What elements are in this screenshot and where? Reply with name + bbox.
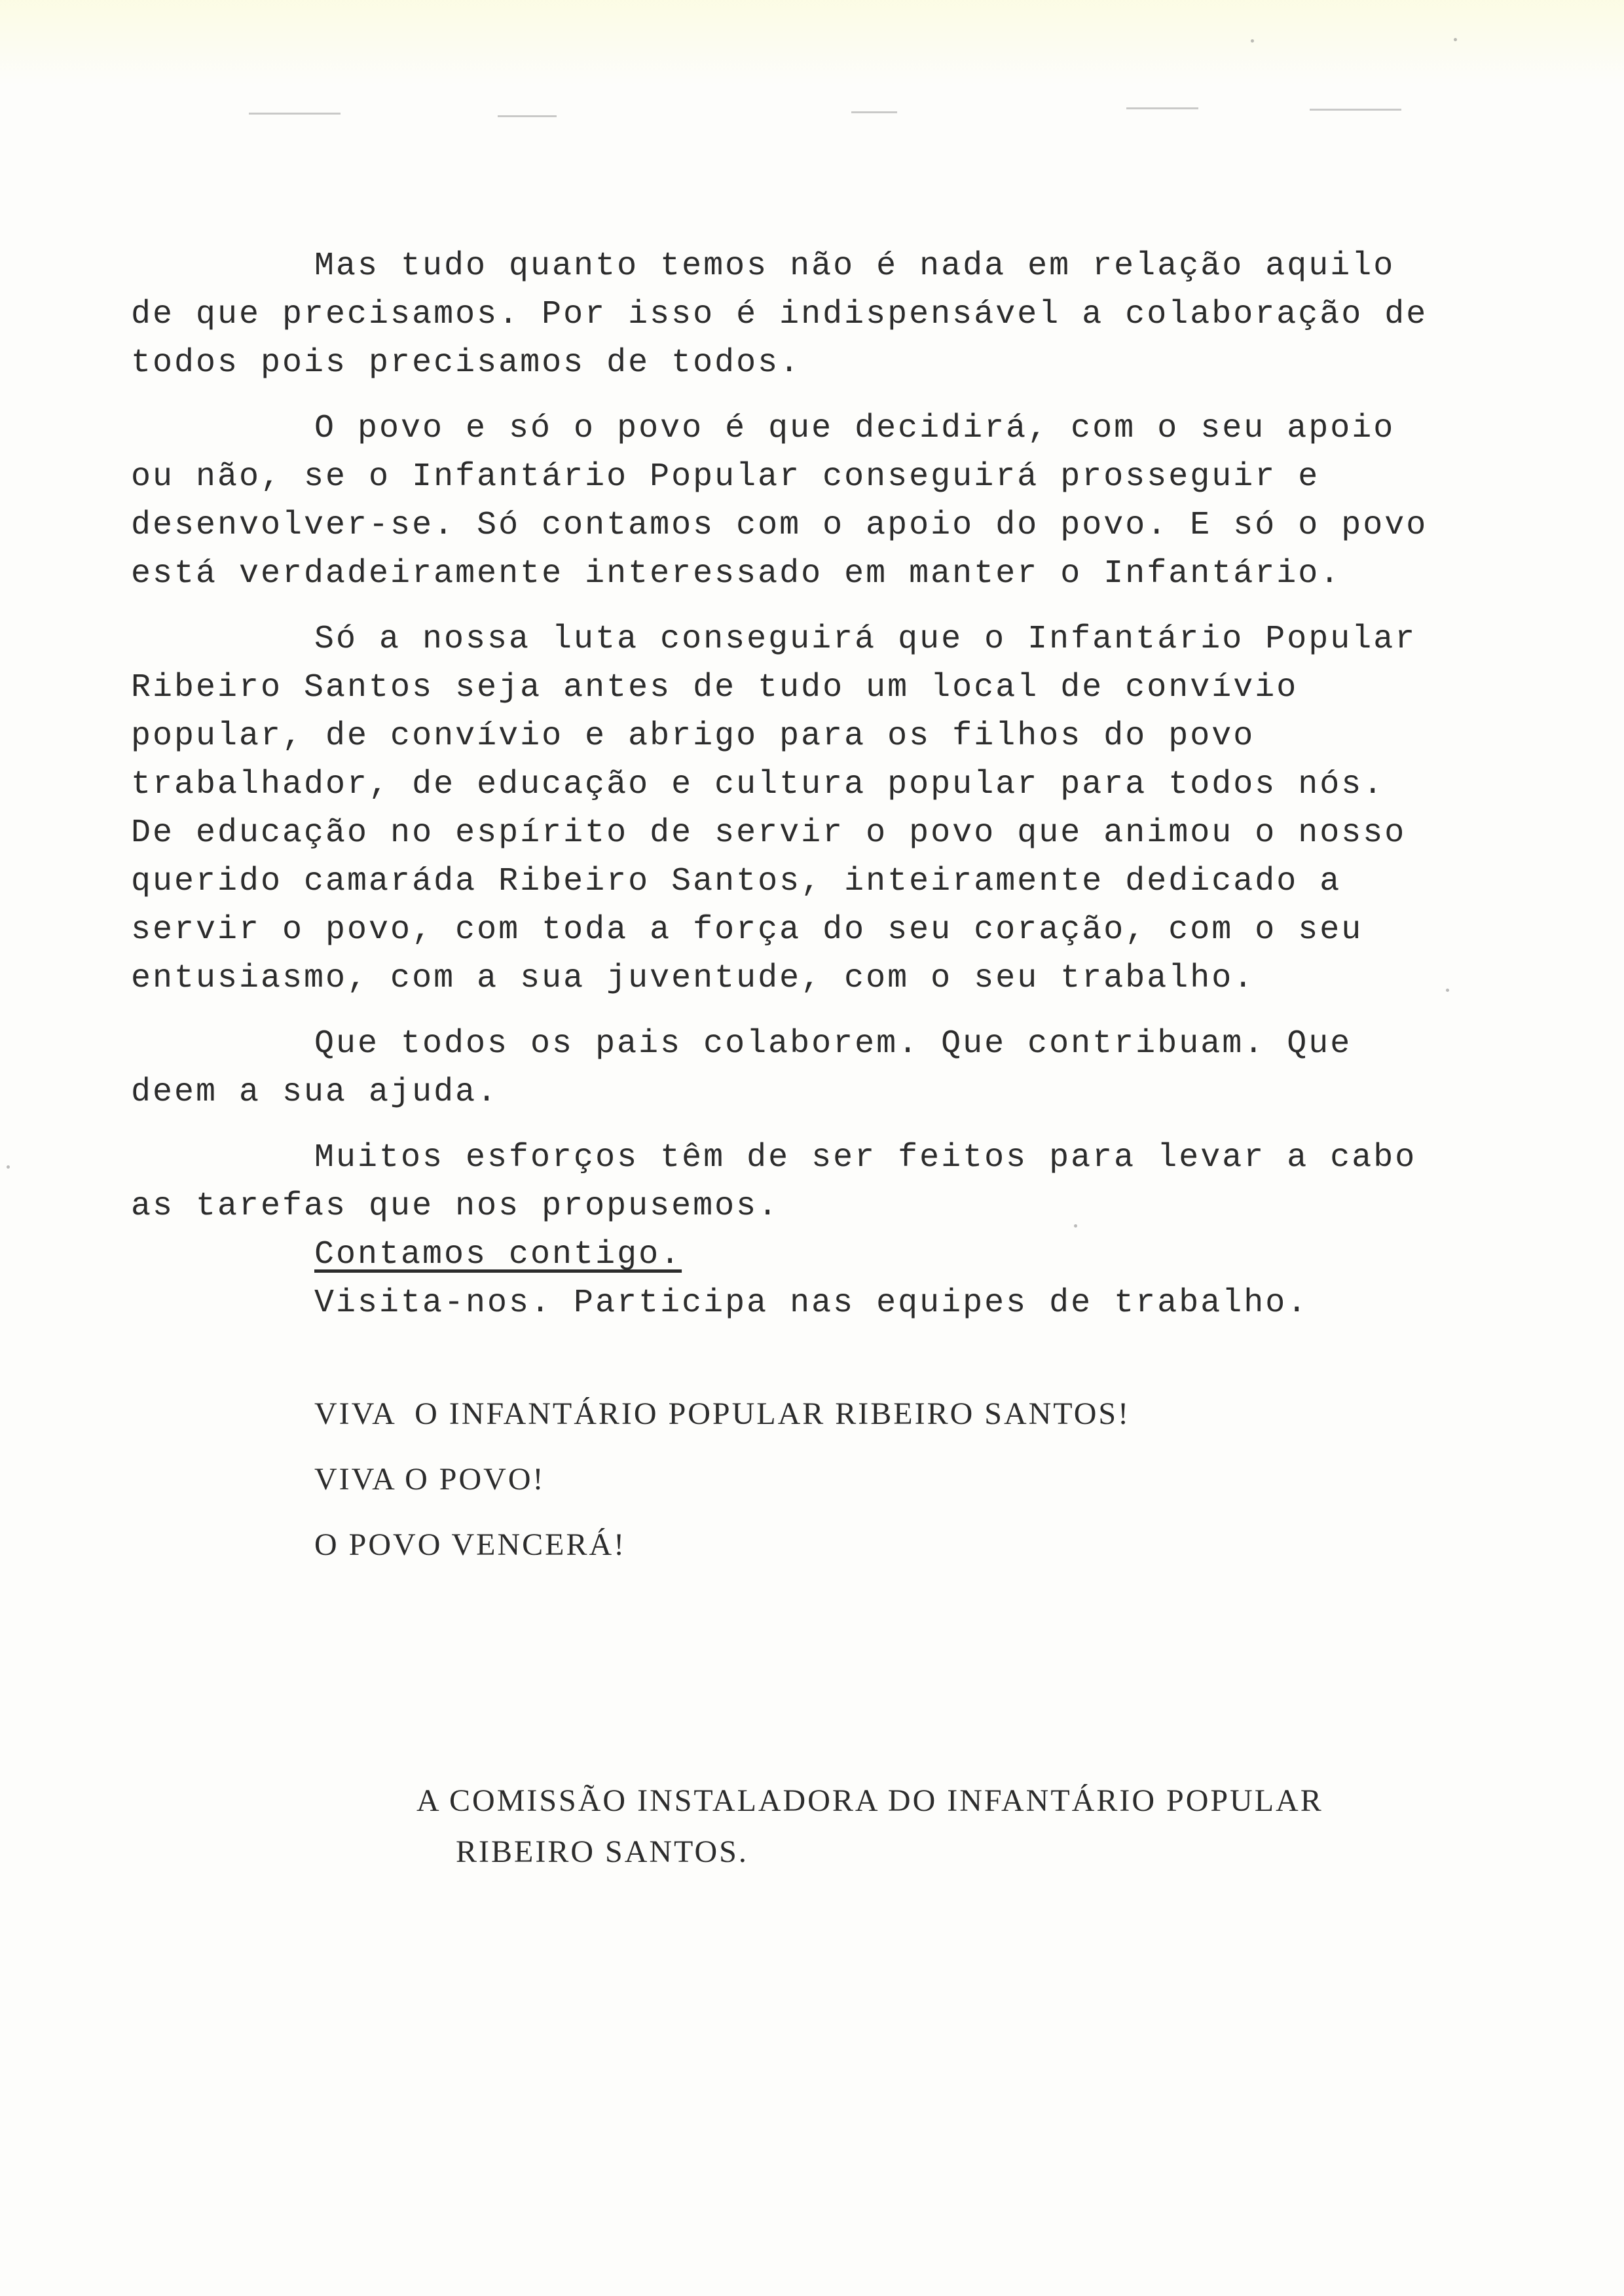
- paragraph: Mas tudo quanto temos não é nada em relação aquilo de que precisamos. Por isso é indispensável a colaboração de todos pois precisamos de todos.: [131, 247, 1450, 382]
- scan-mark: [1310, 109, 1401, 111]
- signature-line-2: RIBEIRO SANTOS.: [456, 1834, 748, 1869]
- contamos-line: [131, 1231, 1441, 1279]
- speck: [1446, 989, 1449, 992]
- speck: [7, 1165, 10, 1169]
- contamos-text: Contamos contigo.: [314, 1236, 682, 1273]
- slogan: VIVA O POVO!: [314, 1462, 545, 1497]
- slogans: [314, 1381, 1130, 1578]
- visita-line: Visita-nos. Participa nas equipes de trabalho.: [314, 1285, 1309, 1322]
- scan-mark: [249, 113, 341, 115]
- paragraph: Que todos os pais colaborem. Que contribuam. Que deem a sua ajuda.: [131, 1025, 1374, 1111]
- top-stain: [0, 0, 1624, 85]
- paragraph: Só a nossa luta conseguirá que o Infantário Popular Ribeiro Santos seja antes de tudo um local de convívio popular, de convívio e abrigo para os filhos do povo trabalhador, de educação e cultura popular para todos nós. De educação no espírito de servir o povo que animou o nosso querido camaráda Ribeiro Santos, inteiramente dedicado a servir o povo, com toda a força do seu coração, com o seu entusiasmo, com a sua juventude, com o seu trabalho.: [131, 621, 1439, 997]
- slogan: VIVA O INFANTÁRIO POPULAR RIBEIRO SANTOS!: [314, 1396, 1131, 1431]
- signature-block: [416, 1776, 1323, 1878]
- speck: [1251, 39, 1254, 43]
- scan-mark: [498, 115, 557, 117]
- signature-line-1: A COMISSÃO INSTALADORA DO INFANTÁRIO POPULAR: [416, 1783, 1323, 1818]
- letter-body: [131, 242, 1450, 1328]
- slogan: O POVO VENCERÁ!: [314, 1527, 627, 1562]
- paragraph: Muitos esforços têm de ser feitos para levar a cabo as tarefas que nos propusemos.: [131, 1139, 1439, 1225]
- speck: [1454, 38, 1457, 41]
- scan-mark: [851, 111, 897, 113]
- paragraph: O povo e só o povo é que decidirá, com o seu apoio ou não, se o Infantário Popular conseguirá prosseguir e desenvolver-se. Só contamos com o apoio do povo. E só o povo está verdadeiramente interessado em manter o Infantário.: [131, 410, 1450, 592]
- scan-mark: [1126, 107, 1198, 109]
